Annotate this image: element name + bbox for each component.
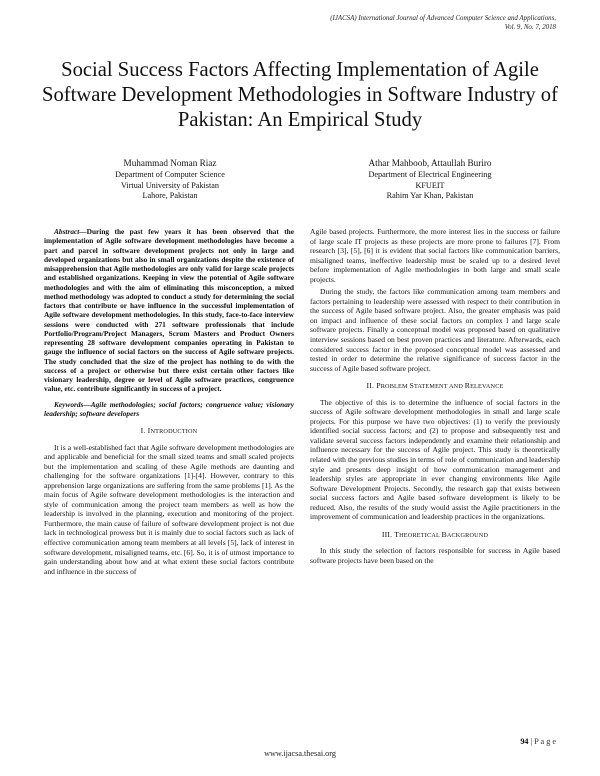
page-number: 94 | P a g e — [520, 737, 556, 746]
author-loc: Lahore, Pakistan — [142, 191, 198, 201]
abstract — [44, 227, 294, 394]
intro-paragraph: It is a well-established fact that Agile software development methodologies are and applicable and beneficial for the small sized teams and small scaled projects but the implementation and scaling of these Agile methods are daunting and challenging for the software organizations [1]-[4]. However, contrary to this apprehension large organizations are suffering from the same problems [1]. As the main focus of Agile software development methodologies is the interaction and style of communication among the project team members as well as how the leadership is involved in the planning, execution and monitoring of the project. Furthermore, the main cause of failure of software development project is not due lack in technological prowess but it is mainly due to social factors such as lack of effective communication among team members at all levels [5], lack of interest in software development, misaligned teams, etc. [6]. So, it is of utmost importance to gain understanding about how and at what extent these social factors contribute and influence in the success of — [44, 442, 294, 576]
author-inst: Virtual University of Pakistan — [121, 180, 219, 190]
left-column — [44, 227, 294, 579]
section-heading-problem: II. PROBLEM STATEMENT AND RELEVANCE — [366, 381, 504, 391]
body-paragraph: The objective of this is to determine the influence of social factors in the success of Agile software development methodologies in small and large scale projects. For this purpose we have two objectives: (1) to verify the previously identified social success factors; and (2) to propose and subsequently test and validate several success factors independently and examine their relationship and influence necessary for the success of Agile project. This study is theoretically related with the previous studies in terms of role of communication and leadership style and presents deep insight of how communication management and leadership styles are appropriate in ever changing environments like Agile Software Development Projects. Secondly, the research gap that exists between social success factors and Agile based software development is likely to be reduced. Also, the results of the study would assist the Agile practitioners in the improvement of communication and leadership practices in the organizations. — [310, 397, 560, 522]
author-name: Athar Mahboob, Attaullah Buriro — [368, 158, 492, 168]
author-loc: Rahim Yar Khan, Pakistan — [386, 191, 474, 201]
body-paragraph: During the study, the factors like communication among team members and factors pertaining to leadership were assessed with respect to their contribution in the success of Agile based software project. Also, the greater emphasis was paid on impact and influence of these social factors on complex l and large scale software projects. Finally a conceptual model was proposed based on qualitative interview sessions based on best proven practices and literature. Afterwards, each considered success factor in the proposed conceptual model was assessed and tested in order to determine the relative significance of success factor in the success of Agile based software project. — [310, 287, 560, 373]
journal-volume: Vol. 9, No. 7, 2018 — [504, 24, 556, 31]
abstract-text: During the past few years it has been observed that the implementation of Agile software development methodologies have become a part and parcel in software development projects not only in large and developed organizations but also in small organizations despite the existence of misapprehension that Agile methodologies are only valid for large scale projects and established organizations. Keeping in view the potential of Agile software methodologies and with the aim of eliminating this misconception, a mixed method methodology was adopted to conduct a study for determining the social factors that contribute or have influence in the successful implementation of Agile software development methodologies. In this study, face-to-face interview sessions were conducted with 271 software professionals that include Portfolio/Program/Project Managers, Scrum Masters and Product Owners representing 28 software development companies operating in Pakistan to gauge the influence of social factors on the success of Agile software projects. The study concluded that the size of the project has nothing to do with the success of a project or otherwise but there exist certain other factors like visionary leadership, degree or level of Agile software practices, congruence value, etc. contribute significantly in success of a project. — [44, 227, 294, 394]
body-paragraph: In this study the selection of factors responsible for success in Agile based software projects have been based on the — [310, 546, 560, 565]
author-dept: Department of Electrical Engineering — [368, 170, 492, 179]
abstract-label: Abstract— — [54, 227, 87, 236]
author-block-1 — [70, 157, 270, 202]
paper-title: Social Success Factors Affecting Implementation of Agile Software Development Methodologies in Software Industry of Pakistan: An Empirical Study — [42, 59, 558, 131]
author-dept: Department of Computer Science — [115, 170, 225, 179]
running-header — [196, 14, 556, 32]
author-name: Muhammad Noman Riaz — [123, 158, 217, 168]
author-inst: KFUEIT — [415, 180, 445, 190]
body-paragraph: Agile based projects. Furthermore, the more interest lies in the success or failure of large scale IT projects as these projects are more prone to failures [7]. From research [3], [5], [6] it is evident that social factors like communication barriers, misaligned teams, ineffective leadership must be scaled up to a desired level before implementation of Agile methodologies in both large and small scale projects. — [310, 227, 560, 284]
keywords: Keywords—Agile methodologies; social factors; congruence value; visionary leadership; software developers — [44, 399, 294, 418]
journal-name: (IJACSA) International Journal of Advanced Computer Science and Applications, — [330, 15, 556, 22]
section-heading-theory: III. THEORETICAL BACKGROUND — [381, 529, 489, 539]
author-block-2 — [330, 157, 530, 202]
footer-url: www.ijacsa.thesai.org — [264, 749, 336, 758]
right-column — [310, 227, 560, 569]
section-heading-introduction: I. INTRODUCTION — [140, 426, 198, 435]
